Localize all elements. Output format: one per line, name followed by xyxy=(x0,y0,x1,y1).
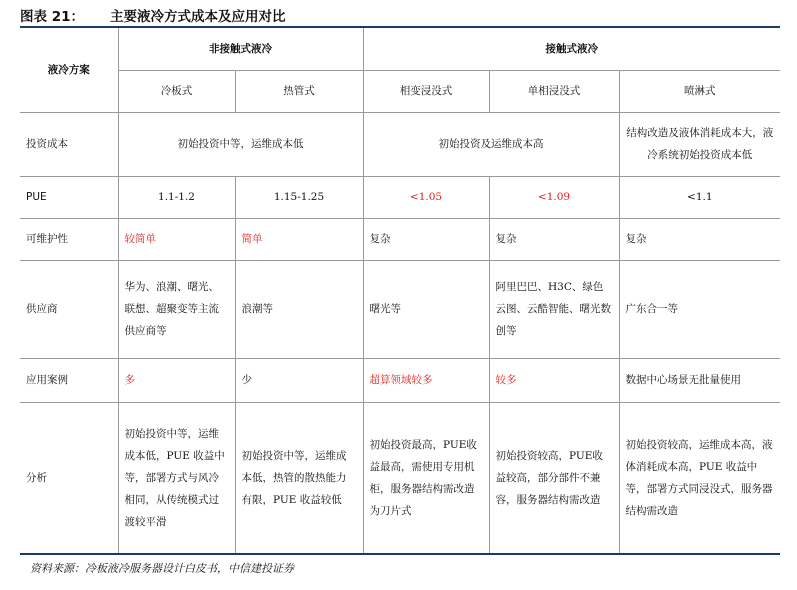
table-cell: 初始投资中等，运维成本低，热管的散热能力有限，PUE 收益较低 xyxy=(235,402,363,553)
table-cell: 1.1-1.2 xyxy=(118,176,235,218)
corner-header: 液冷方案 xyxy=(20,28,118,112)
table-cell: 初始投资较高，PUE收益较高，部分部件不兼容，服务器结构需改造 xyxy=(489,402,619,553)
table-cell: 初始投资中等，运维成本低，PUE 收益中等，部署方式与风冷相同，从传统模式过渡较平滑 xyxy=(118,402,235,553)
table-cell: 1.15-1.25 xyxy=(235,176,363,218)
table-cell: 数据中心场景无批量使用 xyxy=(619,358,780,402)
row-label: 投资成本 xyxy=(20,112,118,176)
table-cell: 初始投资较高，运维成本高，液体消耗成本高，PUE 收益中等，部署方式同浸没式，服务器结构需改造 xyxy=(619,402,780,553)
row-label: 供应商 xyxy=(20,260,118,358)
table-cell: <1.1 xyxy=(619,176,780,218)
table-row-supplier xyxy=(20,260,780,358)
table-row-pue xyxy=(20,176,780,218)
table-row-analysis xyxy=(20,402,780,553)
bottom-rule xyxy=(20,553,780,555)
table-cell: 阿里巴巴、H3C、绿色云图、云酷智能、曙光数创等 xyxy=(489,260,619,358)
table-cell: 超算领域较多 xyxy=(363,358,489,402)
table-cell: 多 xyxy=(118,358,235,402)
table-row-cost xyxy=(20,112,780,176)
figure-title xyxy=(20,5,286,25)
column-header: 热管式 xyxy=(235,70,363,112)
table-cell: 复杂 xyxy=(489,218,619,260)
table-cell: 较多 xyxy=(489,358,619,402)
row-label: 可维护性 xyxy=(20,218,118,260)
row-label: 应用案例 xyxy=(20,358,118,402)
table-cell: 复杂 xyxy=(619,218,780,260)
table-cell: 简单 xyxy=(235,218,363,260)
column-header: 单相浸没式 xyxy=(489,70,619,112)
table-row-maintainability xyxy=(20,218,780,260)
table-cell: 广东合一等 xyxy=(619,260,780,358)
comparison-table xyxy=(20,28,780,553)
source-note: 资料来源：冷板液冷服务器设计白皮书，中信建投证券 xyxy=(30,562,294,575)
row-label: 分析 xyxy=(20,402,118,553)
group-header-row xyxy=(20,28,780,70)
table-row-cases xyxy=(20,358,780,402)
column-header-row xyxy=(20,70,780,112)
table-cell: 曙光等 xyxy=(363,260,489,358)
column-header: 相变浸没式 xyxy=(363,70,489,112)
column-header: 喷淋式 xyxy=(619,70,780,112)
table-cell: 初始投资中等，运维成本低 xyxy=(118,112,363,176)
table-cell: 浪潮等 xyxy=(235,260,363,358)
table-cell: <1.05 xyxy=(363,176,489,218)
table-cell: 少 xyxy=(235,358,363,402)
table-cell: 华为、浪潮、曙光、联想、超聚变等主流供应商等 xyxy=(118,260,235,358)
table-cell: 结构改造及液体消耗成本大，液冷系统初始投资成本低 xyxy=(619,112,780,176)
table-cell: <1.09 xyxy=(489,176,619,218)
table-cell: 复杂 xyxy=(363,218,489,260)
table-cell: 较简单 xyxy=(118,218,235,260)
table-cell: 初始投资及运维成本高 xyxy=(363,112,619,176)
figure-caption: 主要液冷方式成本及应用对比 xyxy=(110,9,286,25)
table-cell: 初始投资最高，PUE收益最高，需使用专用机柜，服务器结构需改造为刀片式 xyxy=(363,402,489,553)
row-label: PUE xyxy=(20,176,118,218)
group-header-contact: 接触式液冷 xyxy=(363,28,780,70)
column-header: 冷板式 xyxy=(118,70,235,112)
group-header-noncontact: 非接触式液冷 xyxy=(118,28,363,70)
figure-number: 图表 21： xyxy=(20,9,84,25)
